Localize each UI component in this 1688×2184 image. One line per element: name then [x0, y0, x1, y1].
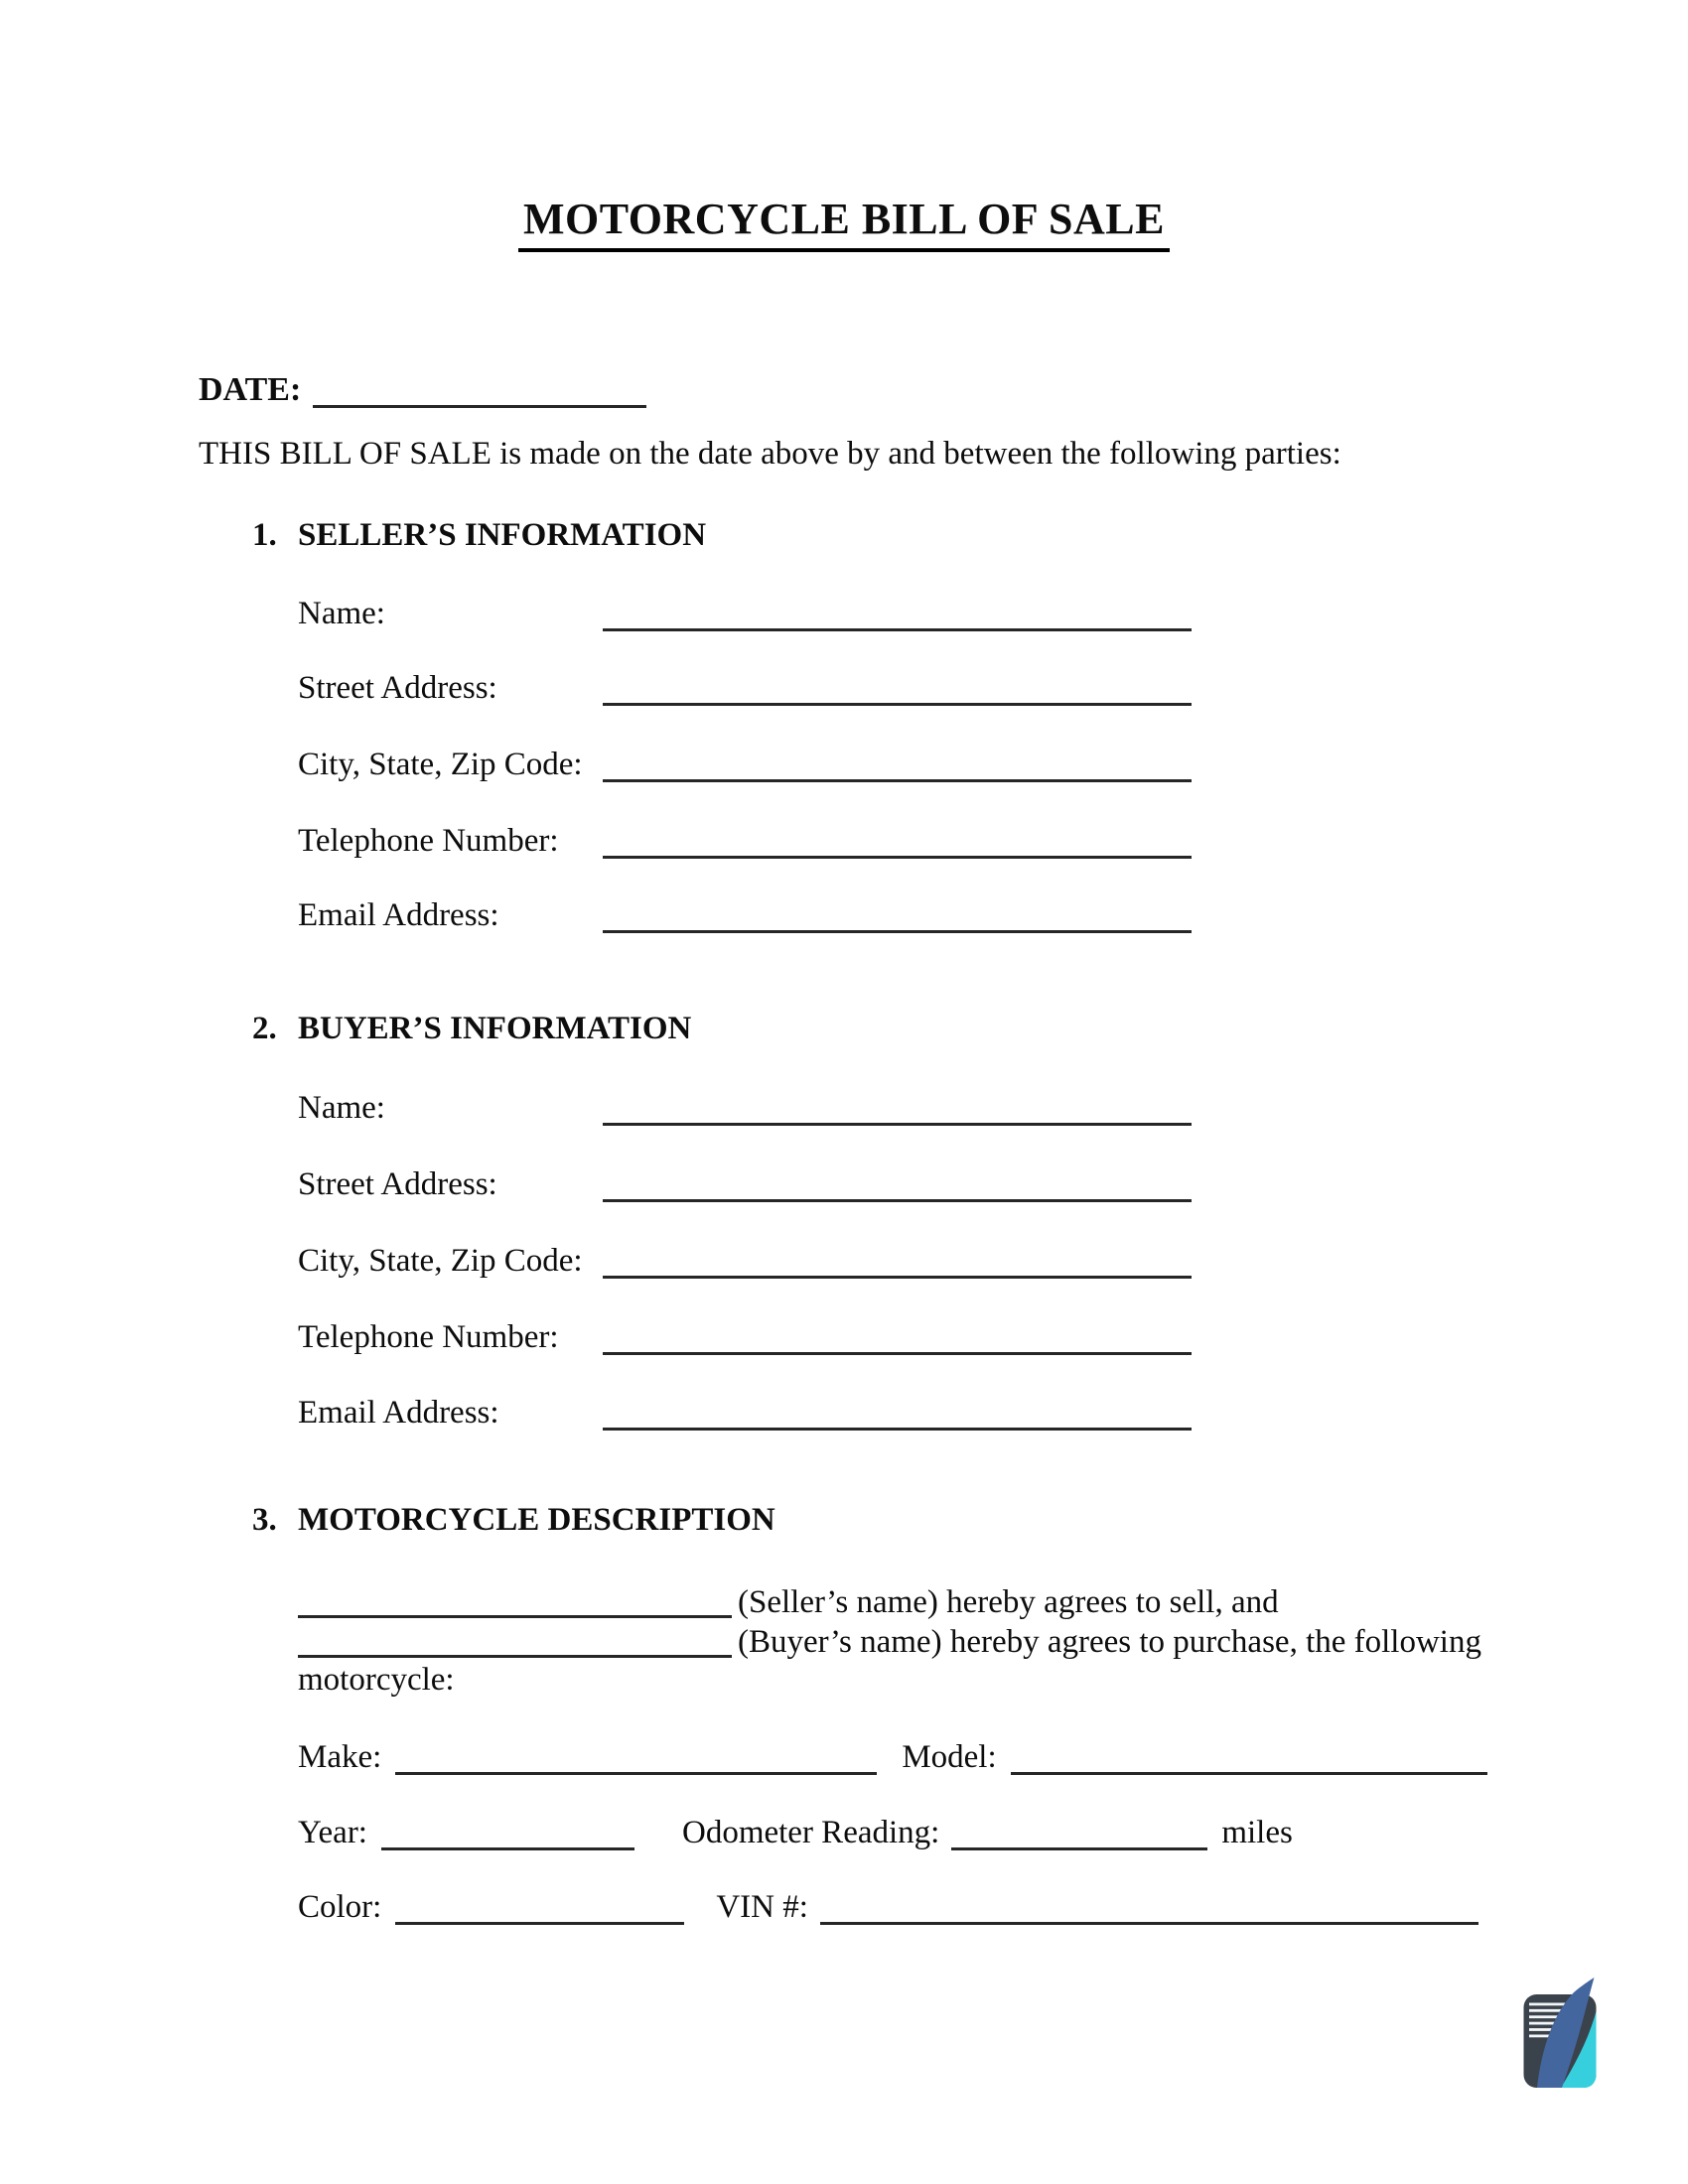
buyer-email-input[interactable] — [603, 1401, 1192, 1431]
section-1-heading: SELLER’S INFORMATION — [298, 517, 707, 553]
seller-street-input[interactable] — [603, 676, 1192, 706]
section-2-heading: BUYER’S INFORMATION — [298, 1011, 692, 1046]
date-row — [199, 370, 646, 407]
section-1-header — [252, 519, 706, 552]
year-label: Year: — [298, 1815, 367, 1850]
buyer-phone-label: Telephone Number: — [298, 1319, 559, 1355]
model-input[interactable] — [1011, 1745, 1487, 1775]
buyer-phone-input[interactable] — [603, 1325, 1192, 1355]
seller-phone-label: Telephone Number: — [298, 823, 559, 859]
odometer-input[interactable] — [951, 1821, 1207, 1850]
vin-label: VIN #: — [716, 1889, 808, 1925]
agreement-buyer-text: (Buyer’s name) hereby agrees to purchase, the following — [738, 1623, 1481, 1660]
page-title: MOTORCYCLE BILL OF SALE — [518, 198, 1170, 252]
date-input[interactable] — [313, 378, 646, 408]
seller-email-label: Email Address: — [298, 897, 499, 933]
odometer-label: Odometer Reading: — [681, 1815, 940, 1850]
field-row — [298, 1317, 1192, 1354]
field-row — [298, 821, 1192, 858]
date-label: DATE: — [199, 371, 302, 408]
field-row — [298, 745, 1192, 781]
field-row — [298, 1088, 1192, 1125]
year-odometer-row — [298, 1813, 1293, 1849]
make-model-row — [298, 1737, 1487, 1774]
section-3-number: 3. — [252, 1502, 277, 1538]
seller-email-input[interactable] — [603, 903, 1192, 933]
color-label: Color: — [298, 1889, 382, 1925]
color-input[interactable] — [395, 1895, 684, 1925]
section-3-heading: MOTORCYCLE DESCRIPTION — [298, 1502, 775, 1538]
agreement-seller-text: (Seller’s name) hereby agrees to sell, and — [738, 1584, 1279, 1620]
vin-input[interactable] — [820, 1895, 1478, 1925]
make-input[interactable] — [395, 1745, 877, 1775]
agreement-buyer-name-input[interactable] — [298, 1628, 732, 1658]
buyer-city-state-zip-input[interactable] — [603, 1249, 1192, 1279]
document-swoosh-icon — [1523, 1978, 1599, 2095]
intro-text: THIS BILL OF SALE is made on the date above by and between the following parties: — [199, 436, 1341, 472]
make-label: Make: — [298, 1739, 382, 1775]
agreement-seller-name-input[interactable] — [298, 1588, 732, 1618]
buyer-street-input[interactable] — [603, 1172, 1192, 1202]
buyer-street-label: Street Address: — [298, 1166, 497, 1202]
section-2-number: 2. — [252, 1011, 277, 1046]
section-3-header — [252, 1504, 775, 1537]
field-row — [298, 1241, 1192, 1278]
brand-logo-icon — [1523, 1978, 1599, 2095]
seller-name-input[interactable] — [603, 602, 1192, 631]
agreement-paragraph — [298, 1582, 1481, 1700]
field-row — [298, 1393, 1192, 1430]
section-2-header — [252, 1013, 691, 1045]
year-input[interactable] — [381, 1821, 634, 1850]
field-row — [298, 1164, 1192, 1201]
field-row — [298, 668, 1192, 705]
section-1-number: 1. — [252, 517, 277, 553]
seller-phone-input[interactable] — [603, 829, 1192, 859]
title-row — [0, 195, 1688, 252]
seller-city-state-zip-label: City, State, Zip Code: — [298, 747, 583, 782]
buyer-email-label: Email Address: — [298, 1395, 499, 1431]
agreement-tail-text: motorcycle: — [298, 1662, 455, 1698]
seller-street-label: Street Address: — [298, 670, 497, 706]
field-row — [298, 594, 1192, 630]
field-row — [298, 895, 1192, 932]
buyer-name-input[interactable] — [603, 1096, 1192, 1126]
seller-city-state-zip-input[interactable] — [603, 752, 1192, 782]
color-vin-row — [298, 1887, 1478, 1924]
odometer-unit-label: miles — [1221, 1815, 1293, 1850]
buyer-city-state-zip-label: City, State, Zip Code: — [298, 1243, 583, 1279]
seller-name-label: Name: — [298, 596, 385, 631]
buyer-name-label: Name: — [298, 1090, 385, 1126]
model-label: Model: — [902, 1739, 997, 1775]
